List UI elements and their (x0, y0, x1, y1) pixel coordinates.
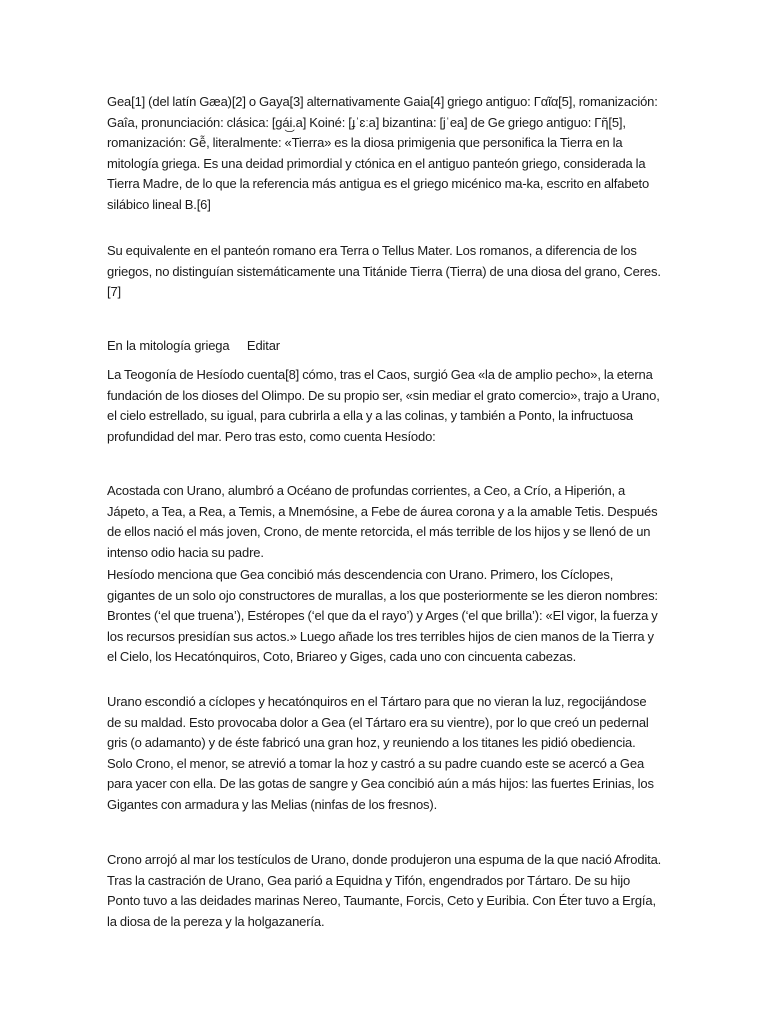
theogony-paragraph: La Teogonía de Hesíodo cuenta[8] cómo, tras el Caos, surgió Gea «la de amplio pecho», la eterna fundación de los dioses del Olimpo. De su propio ser, «sin mediar el grato comercio», trajo a Urano, el cielo estrellado, su igual, para cubrirla a ella y a las colinas, y también a Ponto, la infructuosa profundidad del mar. Pero tras esto, como cuenta Hesíodo: (107, 367, 660, 444)
aphrodite-paragraph: Crono arrojó al mar los testículos de Urano, donde produjeron una espuma de la que nació Afrodita. Tras la castración de Urano, Gea parió a Equidna y Tifón, engendrados por Tártaro. De su hijo Ponto tuvo a las deidades marinas Nereo, Taumante, Forcis, Ceto y Euribia. Con Éter tuvo a Ergía, la diosa de la pereza y la holgazanería. (107, 852, 662, 929)
intro-paragraph: Gea[1] (del latín Gæa)[2] o Gaya[3] alternativamente Gaia[4] griego antiguo: Γαῖα[5], romanización: Gaîa, pronunciación: clásica: [ɡá͜i.a] Koiné: [ɟˈɛːa] bizantina: [jˈea] de Ge griego antiguo: Γῆ[5], romanización: Gễ, literalmente: «Tierra» es la diosa primigenia que personifica la Tierra en la mitología griega. Es una deidad primordial y ctónica en el antiguo panteón griego, considerada la Tierra Madre, de lo que la referencia más antigua es el griego micénico ma-ka, escrito en alfabeto silábico lineal B.[6] (107, 94, 658, 212)
roman-equivalent-paragraph: Su equivalente en el panteón romano era Terra o Tellus Mater. Los romanos, a diferencia de los griegos, no distinguían sistemáticamente una Titánide Tierra (Tierra) de una diosa del grano, Ceres.[7] (107, 243, 661, 299)
castration-paragraph: Urano escondió a cíclopes y hecatónquiros en el Tártaro para que no vieran la luz, regocijándose de su maldad. Esto provocaba dolor a Gea (el Tártaro era su vientre), por lo que creó un pedernal gris (o adamanto) y de éste fabricó una gran hoz, y reuniendo a los titanes les pidió obediencia. Solo Crono, el menor, se atrevió a tomar la hoz y castró a su padre cuando este se acercó a Gea para yacer con ella. De las gotas de sangre y Gea concibió aún a más hijos: las fuertes Erinias, los Gigantes con armadura y las Melias (ninfas de los fresnos). (107, 694, 654, 812)
section-heading (107, 336, 280, 357)
section-heading-title: En la mitología griega (107, 338, 230, 353)
titans-paragraph: Acostada con Urano, alumbró a Océano de profundas corrientes, a Ceo, a Crío, a Hiperión, a Jápeto, a Tea, a Rea, a Temis, a Mnemósine, a Febe de áurea corona y a la amable Tetis. Después de ellos nació el más joven, Crono, de mente retorcida, el más terrible de los hijos y se llenó de un intenso odio hacia su padre. (107, 483, 658, 560)
edit-link[interactable]: Editar (246, 338, 280, 353)
cyclopes-paragraph: Hesíodo menciona que Gea concibió más descendencia con Urano. Primero, los Cíclopes, gigantes de un solo ojo constructores de murallas, a los que posteriormente se les dieron nombres: Brontes (‘el que truena’), Estéropes (‘el que da el rayo’) y Arges (‘el que brilla’): «El vigor, la fuerza y los recursos presidían sus actos.» Luego añade los tres terribles hijos de cien manos de la Tierra y el Cielo, los Hecatónquiros, Coto, Briareo y Giges, cada uno con cincuenta cabezas. (107, 567, 658, 664)
